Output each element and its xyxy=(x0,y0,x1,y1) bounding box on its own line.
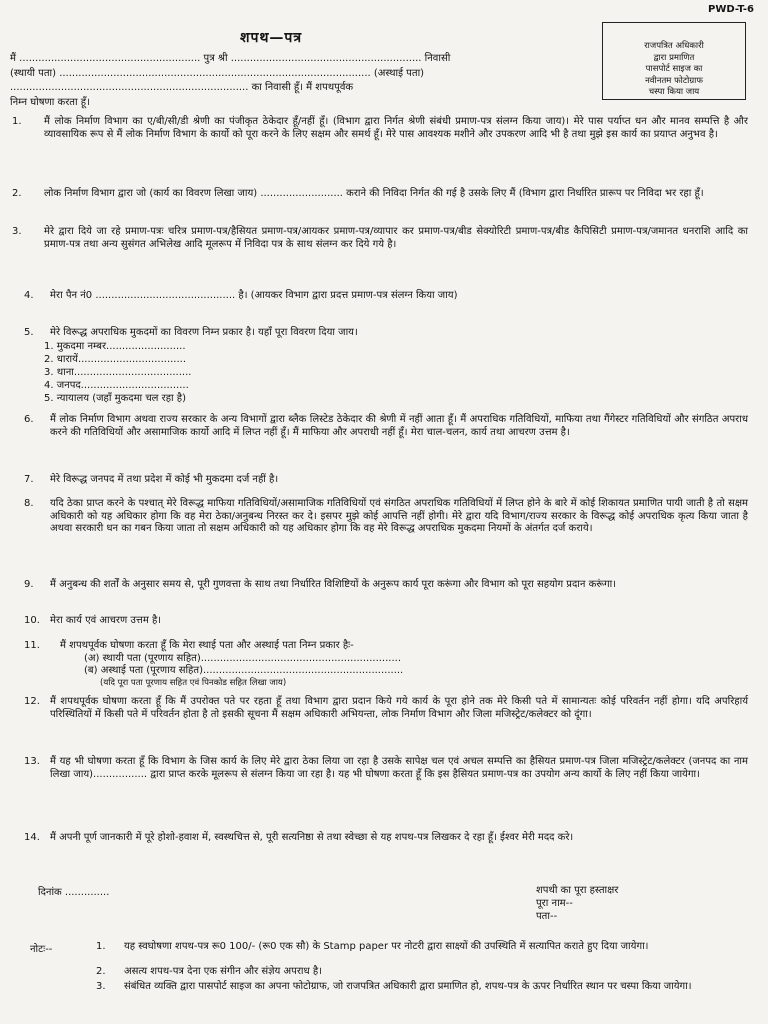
case-detail: 1. मुकदमा नम्बर......................... xyxy=(44,341,186,352)
item-text: मेरे द्वारा दिये जा रहे प्रमाण-पत्रः चरित्र प्रमाण-पत्र/हैसियत प्रमाण-पत्र/आयकर प्रमाण-पत्र/व्यापार कर प्रमाण-पत्र/बीड सेक्योरिटी प्रमाण-पत्र/बीड कैपिसिटी प्रमाण-पत्र/जमानत धनराशि आदि का प्रमाण-पत्र तथा अन्य सुसंगत अभिलेख आदि मूलरूप में निविदा पत्र के साथ संलग्न कर दिये गये है। xyxy=(44,226,748,250)
photo-box-line: पासपोर्ट साइज का xyxy=(645,64,703,74)
form-code: PWD-T-6 xyxy=(708,4,754,15)
item-text: मैं लोक निर्माण विभाग अथवा राज्य सरकार के अन्य विभागों द्वारा ब्लैक लिस्टेड ठेकेदार की श्रेणी में नहीं आता हूँ। मैं अपराधिक गतिविधियों, माफिया तथा गैंगेस्टर गतिविधियों और संगठित अपराध करने की गतिविधियों और असामाजिक कार्यो आदि में लिप्त नहीं हूँ। मैं माफिया और अपराधी नहीं हूँ। मेरा चाल-चलन, कार्य तथा आचरण उत्तम है। xyxy=(50,414,748,438)
name-label: पूरा नाम-- xyxy=(536,898,573,909)
item-text: मैं अनुबन्ध की शर्तों के अनुसार समय से, पूरी गुणवत्ता के साथ तथा निर्धारित विशिष्टियों के अनुरूप कार्य पूरा करूंगा और विभाग को पूरा सहयोग प्रदान करूंगा। xyxy=(50,579,617,590)
intro-block xyxy=(10,52,600,110)
note-number: 1. xyxy=(96,941,106,952)
item-number: 2. xyxy=(12,188,22,199)
item-number: 8. xyxy=(24,498,34,509)
item-text: लोक निर्माण विभाग द्वारा जो (कार्य का विवरण लिखा जाय) .......................... कराने की निविदा निर्गत की गई है उसके लिए मैं (विभाग द्वारा निर्धारित प्रारूप पर निविदा भर रहा हूँ। xyxy=(44,188,704,199)
intro-line: मैं ......................................................... पुत्र श्री ............................................................ निवासी xyxy=(10,53,451,64)
item-number: 13. xyxy=(24,756,40,767)
photo-box-line: राजपत्रित अधिकारी xyxy=(644,41,704,51)
intro-line: (स्थायी पता) .................................................................................................. (अस्थाई पता) xyxy=(10,67,425,79)
photo-box xyxy=(602,22,746,100)
case-detail: 3. थाना..................................... xyxy=(44,367,192,378)
photo-box-line: नवीनतम फोटोग्राफ xyxy=(645,75,703,86)
address-line: (अ) स्थायी पता (पूरणाय सहित)............................................................... xyxy=(84,653,401,664)
intro-line: निम्न घोषणा करता हूँ। xyxy=(10,96,90,108)
photo-box-line: चस्पा किया जाय xyxy=(648,87,700,97)
item-number: 10. xyxy=(24,615,40,626)
item-text: मैं यह भी घोषणा करता हूँ कि विभाग के जिस कार्य के लिए मेरे द्वारा ठेका लिया जा रहा है उसके सापेक्ष चल एवं अचल सम्पत्ति का हैसियत प्रमाण-पत्र जिला मजिस्ट्रेट/कलेक्टर (जनपद का नाम लिखा जाय)................. द्वारा प्राप्त करके मूलरूप से संलग्न किया जा रहा है। यह भी घोषणा करता हूँ कि इस हैसियत प्रमाण-पत्र का उपयोग अन्य कार्यो के लिए नहीं किया जायेगा। xyxy=(50,756,748,780)
item-text: यदि ठेका प्राप्त करने के पश्चात् मेरे विरूद्ध माफिया गतिविधियों/असामाजिक गतिविधियों एवं संगठित अपराधिक गतिविधियों में लिप्त होने के बारे में कोई शिकायत प्रमाणित पायी जाती है तो सक्षम अधिकारी को यह अधिकार होगा कि वह मेरा ठेका/अनुबन्ध निरस्त कर दे। इसपर मुझे कोई आपत्ति नहीं होगी। मेरे द्वारा यदि विभाग/राज्य सरकार के विरूद्ध कोई अपराधिक कृत्य किया जाता है अथवा सरकारी धन का गबन किया जाता तो सक्षम अधिकारी को यह अधिकार होगा कि वह मेरे विरूद्ध अपराधिक मुकदमा नियमों के अंतर्गत दर्ज कराये। xyxy=(50,498,748,534)
item-text: मैं शपथपूर्वक घोषणा करता हूँ कि मैं उपरोक्त पते पर रहता हूँ तथा विभाग द्वारा प्रदान किये गये कार्य के पूरा होने तक मेरे किसी पते में सामान्यतः कोई परिवर्तन नहीं होगा। यदि अपरिहार्य परिस्थितियों में किसी पते में परिवर्तन होता है तो इसकी सूचना मैं सक्षम अधिकारी अभियन्ता, लोक निर्माण विभाग और जिला मजिस्ट्रेट/कलेक्टर को दूंगा। xyxy=(50,696,748,720)
item-text: मैं शपथपूर्वक घोषणा करता हूँ कि मेरा स्थाई पता और अस्थाई पता निम्न प्रकार हैः- xyxy=(60,640,354,651)
note-label: नोटः-- xyxy=(30,944,53,955)
intro-line: ........................................................................... का निवासी हूँ। मैं शपथपूर्वक xyxy=(10,82,354,93)
item-number: 1. xyxy=(12,116,22,127)
item-text: मेरा कार्य एवं आचरण उत्तम है। xyxy=(50,615,162,626)
item-text: मैं अपनी पूर्ण जानकारी में पूरे होशो-हवाश में, स्वस्थचित्त से, पूरी सत्यनिष्ठा से तथा स्वेच्छा से यह शपथ-पत्र लिखकर दे रहा हूँ। ईश्वर मेरी मदद करे। xyxy=(50,832,574,843)
address-label: पता-- xyxy=(536,911,558,922)
note-text: यह स्वघोषणा शपथ-पत्र रू0 100/- (रू0 एक सौ) के Stamp paper पर नोटरी द्वारा साक्ष्यों की उपस्थिति में सत्यापित कराते हुए दिया जायेगा। xyxy=(124,941,649,952)
item-text: मेरे विरूद्ध जनपद में तथा प्रदेश में कोई भी मुकदमा दर्ज नहीं है। xyxy=(50,474,279,485)
page-title: शपथ—पत्र xyxy=(240,30,303,46)
case-detail: 5. न्यायालय (जहाँ मुकदमा चल रहा है) xyxy=(44,393,187,404)
address-line: (ब) अस्थाई पता (पूरणाय सहित)............................................................... xyxy=(84,665,404,676)
photo-box-line: द्वारा प्रमाणित xyxy=(653,52,695,63)
note-text: संबंधित व्यक्ति द्वारा पासपोर्ट साइज का अपना फोटोग्राफ, जो राजपत्रित अधिकारी द्वारा प्रमाणित हो, शपथ-पत्र के ऊपर निर्धारित स्थान पर चस्पा किया जायेगा। xyxy=(124,981,692,992)
item-number: 7. xyxy=(24,474,34,485)
item-number: 11. xyxy=(24,640,40,651)
note-number: 2. xyxy=(96,966,106,977)
item-number: 14. xyxy=(24,832,40,843)
item-text: मैं लोक निर्माण विभाग का ए/बी/सी/डी श्रेणी का पंजीकृत ठेकेदार हूँ/नहीं हूँ। (विभाग द्वारा निर्गत श्रेणी संबंधी प्रमाण-पत्र संलग्न किया जाय)। मेरे पास पर्याप्त धन और मानव सम्पत्ति है और व्यावसायिक रूप से मैं लोक निर्माण विभाग के कार्यो को पूरा करने के लिए सक्षम और समर्थ हूँ। मेरे पास आवश्यक मशीने और उपकरण आदि भी है तथा मुझे इस कार्य का प्रयाप्त अनुभव है। xyxy=(44,116,748,140)
item-number: 12. xyxy=(24,696,40,707)
item-text: मेरे विरूद्ध अपराधिक मुकदमों का विवरण निम्न प्रकार है। यहाँ पूरा विवरण दिया जाय। xyxy=(50,327,358,338)
address-note: (यदि पूरा पता पूरणाय सहित एवं पिनकोड सहित लिखा जाय) xyxy=(100,678,287,688)
case-detail: 2. धारायें.................................. xyxy=(44,354,187,365)
note-number: 3. xyxy=(96,981,106,992)
item-text: मेरा पैन नं0 ............................................ है। (आयकर विभाग द्वारा प्रदत्त प्रमाण-पत्र संलग्न किया जाय) xyxy=(50,290,458,301)
item-number: 3. xyxy=(12,226,22,237)
date-field: दिनांक .............. xyxy=(38,887,110,898)
signature-label: शपथी का पूरा हस्ताक्षर xyxy=(536,885,619,896)
signature-block xyxy=(536,884,618,923)
case-detail: 4. जनपद.................................. xyxy=(44,380,189,391)
item-number: 5. xyxy=(24,327,34,338)
item-number: 9. xyxy=(24,579,34,590)
item-number: 4. xyxy=(24,290,34,301)
note-text: असत्य शपथ-पत्र देना एक संगीन और संज्ञेय अपराध है। xyxy=(124,966,322,977)
item-number: 6. xyxy=(24,414,34,425)
